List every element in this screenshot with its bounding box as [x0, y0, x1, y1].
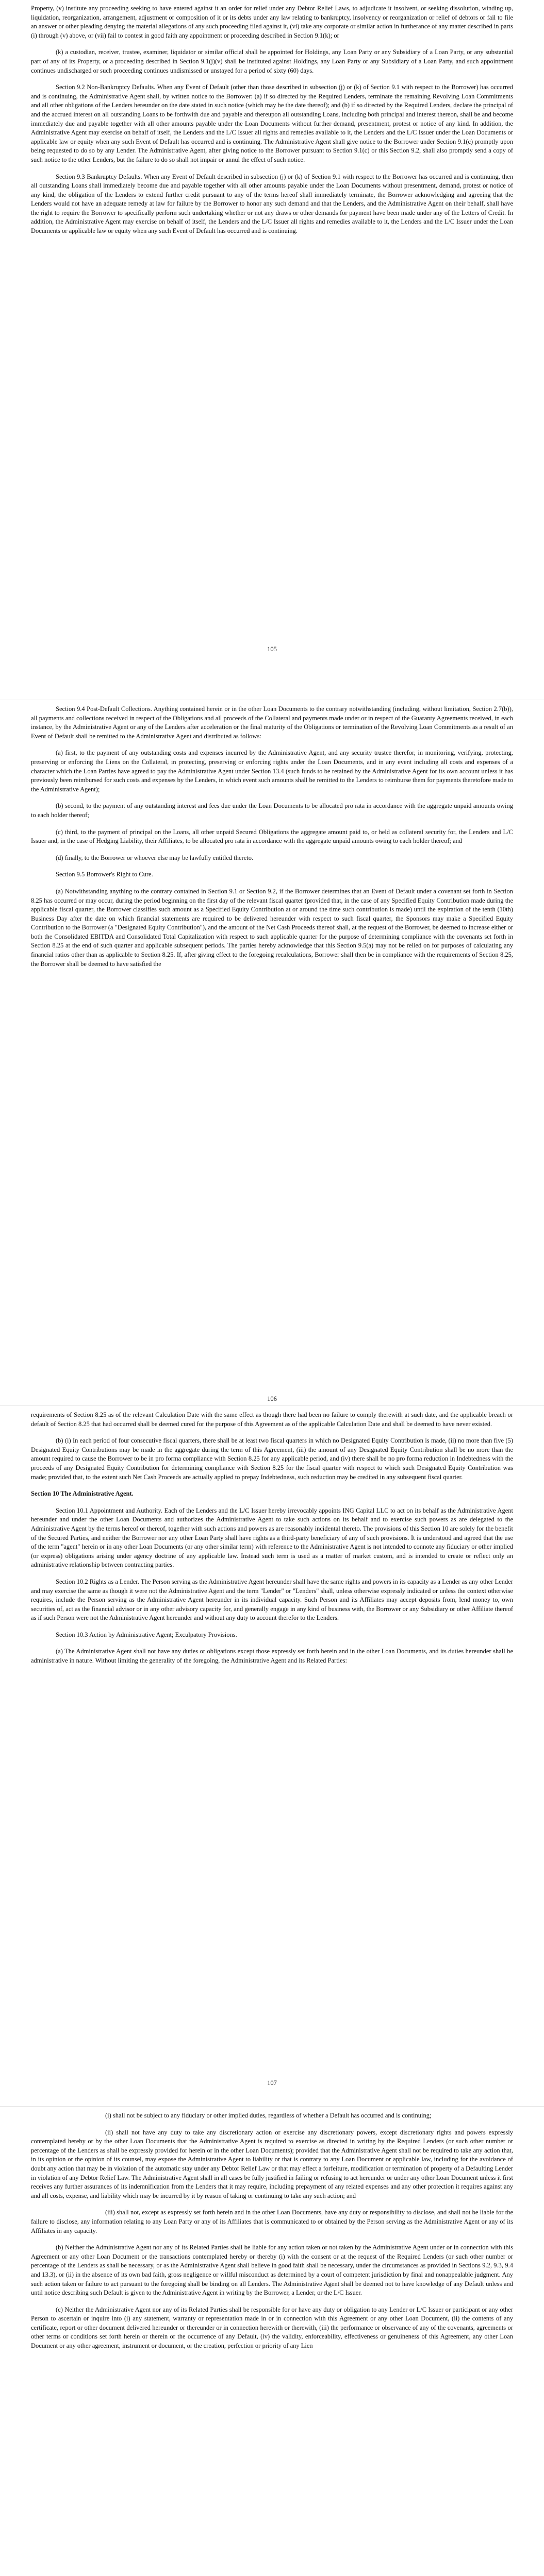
paragraph: (c) Neither the Administrative Agent nor any of its Related Parties shall be responsible for or have any duty or obligation to any Lender or L/C Issuer or participant or any other Person to ascertain or inquire into (i) any statement, warranty or representation made in or in connection with this Agreement or any other Loan Document, (ii) the contents of any certificate, report or other document delivered hereunder or thereunder or in connection herewith or therewith, (iii) the performance or observance of any of the covenants, agreements or other terms or conditions set forth herein or therein or the occurrence of any Default, (iv) the validity, enforceability, effectiveness or genuineness of this Agreement, any other Loan Document or any other agreement, instrument or document, or the creation, perfection or priority of any Lien	[31, 2306, 513, 2350]
paragraph: (b) second, to the payment of any outstanding interest and fees due under the Loan Documents to be allocated pro rata in accordance with the aggregate unpaid amounts owing to each holder thereof;	[31, 802, 513, 819]
page-number: 106	[267, 1395, 277, 1402]
paragraph: Section 9.4 Post-Default Collections. Anything contained herein or in the other Loan Documents to the contrary notwithstanding (including, without limitation, Section 2.7(b)), all payments and collections received in respect of the Obligations and all proceeds of the Collateral and payments made under or in respect of the Guaranty Agreements received, in each instance, by the Administrative Agent or any of the Lenders after acceleration or the final maturity of the Obligations or termination of the Revolving Loan Commitments as a result of an Event of Default shall be remitted to the Administrative Agent and distributed as follows:	[31, 705, 513, 740]
page-105	[0, 4, 544, 244]
page-107	[0, 1411, 544, 1673]
page-number: 107	[267, 2079, 277, 2087]
page-divider	[0, 1405, 544, 1406]
page-106	[0, 705, 544, 976]
page-108	[0, 2111, 544, 2359]
paragraph: Property, (v) institute any proceeding seeking to have entered against it an order for relief under any Debtor Relief Laws, to adjudicate it insolvent, or seeking dissolution, winding up, liquidation, reorganization, arrangement, adjustment or composition of it or its debts under any law relating to bankruptcy, insolvency or reorganization or relief of debtors or fail to file an answer or other pleading denying the material allegations of any such proceeding filed against it, (vi) take any corporate or similar action in furtherance of any matter described in parts (i) through (v) above, or (vii) fail to contest in good faith any appointment or proceeding described in Section 9.1(k); or	[31, 5, 513, 39]
paragraph: (b) Neither the Administrative Agent nor any of its Related Parties shall be liable for any action taken or not taken by the Administrative Agent under or in connection with this Agreement or any other Loan Document or the transactions contemplated hereby or thereby (i) with the consent or at the request of the Required Lenders (or such other number or percentage of the Lenders as shall be necessary, or as the Administrative Agent shall believe in good faith shall be necessary, under the circumstances as provided in Sections 9.2, 9.3, 9.4 and 13.3), or (ii) in the absence of its own bad faith, gross negligence or willful misconduct as determined by a court of competent jurisdiction by final and nonappealable judgment. Any such action taken or failure to act pursuant to the foregoing shall be binding on all Lenders. The Administrative Agent shall be deemed not to have knowledge of any Default unless and until notice describing such Default is given to the Administrative Agent in writing by the Borrower, a Lender, or the L/C Issuer.	[31, 2244, 513, 2297]
page-divider	[0, 2106, 544, 2107]
paragraph: (a) Notwithstanding anything to the contrary contained in Section 9.1 or Section 9.2, if the Borrower determines that an Event of Default under a covenant set forth in Section 8.25 has occurred or may occur, during the period beginning on the first day of the relevant fiscal quarter (provided that, in the case of any Specified Equity Contribution made during the applicable fiscal quarter, the Borrower classifies such amount as a Specified Equity Contribution at or around the time such contribution is made) until the expiration of the tenth (10th) Business Day after the date on which financial statements are required to be delivered hereunder with respect to such fiscal quarter, the Sponsors may make a Specified Equity Contribution to the Borrower (a "Designated Equity Contribution"), and the amount of the Net Cash Proceeds thereof shall, at the request of the Borrower, be deemed to increase either or both the Consolidated EBITDA and Consolidated Total Capitalization with respect to such applicable quarter for the purpose of determining compliance with the covenants set forth in Section 8.25 at the end of such quarter and applicable subsequent periods. The parties hereby acknowledge that this Section 9.5(a) may not be relied on for purposes of calculating any financial ratios other than as applicable to Section 8.25. If, after giving effect to the foregoing recalculations, Borrower shall then be in compliance with the requirements of Section 8.25, the Borrower shall be deemed to have satisfied the	[31, 887, 513, 968]
page-number: 105	[267, 646, 277, 653]
paragraph: (c) third, to the payment of principal on the Loans, all other unpaid Secured Obligations the aggregate amount paid to, or held as collateral security for, the Lenders and L/C Issuer and, in the case of Hedging Liability, their Affiliates, to be allocated pro rata in accordance with the aggregate unpaid amounts owing to each holder thereof; and	[31, 828, 513, 845]
section-title: Section 10 The Administrative Agent.	[31, 1490, 134, 1498]
section-heading: Section 9.5 Borrower's Right to Cure.	[56, 871, 153, 878]
paragraph: Section 9.3 Bankruptcy Defaults. When any Event of Default described in subsection (j) or (k) of Section 9.1 with respect to the Borrower has occurred and is continuing, then all outstanding Loans shall immediately become due and payable together with all other amounts payable under the Loan Documents without presentment, demand, protest or notice of any kind, the obligation of the Lenders to extend further credit pursuant to any of the terms hereof shall immediately terminate, the Borrower acknowledging and agreeing that the Lenders would not have an adequate remedy at law for failure by the Borrower to honor any such demand and that the Lenders, and the Administrative Agent on their behalf, shall have the right to require the Borrower to specifically perform such undertaking whether or not any draws or other demands for payment have been made under any of the Letters of Credit. In addition, the Administrative Agent may exercise on behalf of itself, the Lenders and the L/C Issuer all rights and remedies available to it, the Lenders and the L/C Issuer under the Loan Documents or applicable law or equity when any such Event of Default has occurred and is continuing.	[31, 173, 513, 235]
paragraph: Section 9.2 Non-Bankruptcy Defaults. When any Event of Default (other than those described in subsection (j) or (k) of Section 9.1 with respect to the Borrower) has occurred and is continuing, the Administrative Agent shall, by written notice to the Borrower: (a) if so directed by the Required Lenders, terminate the remaining Revolving Loan Commitments and all other obligations of the Lenders hereunder on the date stated in such notice (which may be the date thereof); and (b) if so directed by the Required Lenders, declare the principal of and the accrued interest on all outstanding Loans to be forthwith due and payable and thereupon all outstanding Loans, including both principal and interest thereon, shall be and become immediately due and payable together with all other amounts payable under the Loan Documents without further demand, presentment, protest or notice of any kind. In addition, the Administrative Agent may exercise on behalf of itself, the Lenders and the L/C Issuer all rights and remedies available to it, the Lenders and the L/C Issuer under the Loan Documents or applicable law or equity when any such Event of Default has occurred and is continuing. The Administrative Agent shall give notice to the Borrower under Section 9.1(c) promptly upon being requested to do so by any Lender. The Administrative Agent, after giving notice to the Borrower pursuant to Section 9.1(c) or this Section 9.2, shall also promptly send a copy of such notice to the other Lenders, but the failure to do so shall not impair or annul the effect of such notice.	[31, 83, 513, 163]
paragraph: (iii) shall not, except as expressly set forth herein and in the other Loan Documents, have any duty or responsibility to disclose, and shall not be liable for the failure to disclose, any information relating to any Loan Party or any of its Affiliates that is communicated to or obtained by the Person serving as the Administrative Agent or any of its Affiliates in any capacity.	[31, 2209, 513, 2234]
paragraph: (d) finally, to the Borrower or whoever else may be lawfully entitled thereto.	[56, 854, 254, 861]
paragraph: requirements of Section 8.25 as of the relevant Calculation Date with the same effect as though there had been no failure to comply therewith at such date, and the applicable breach or default of Section 8.25 that had occurred shall be deemed cured for the purpose of this Agreement as of the applicable Calculation Date and shall be deemed to have never existed.	[31, 1411, 513, 1428]
paragraph: (b) (i) In each period of four consecutive fiscal quarters, there shall be at least two fiscal quarters in which no Designated Equity Contribution is made, (ii) no more than five (5) Designated Equity Contributions may be made in the aggregate during the term of this Agreement, (iii) the amount of any Designated Equity Contribution shall be no more than the amount required to cause the Borrower to be in pro forma compliance with Section 8.25 for any applicable period, and (iv) there shall be no pro forma reduction in Indebtedness with the proceeds of any Designated Equity Contribution for determining compliance with Section 8.25 for the fiscal quarter with respect to which such Designated Equity Contribution was made; provided that, to the extent such Net Cash Proceeds are actually applied to prepay Indebtedness, such reduction may be credited in any subsequent fiscal quarter.	[31, 1437, 513, 1481]
paragraph: (a) The Administrative Agent shall not have any duties or obligations except those expressly set forth herein and in the other Loan Documents, and its duties hereunder shall be administrative in nature. Without limiting the generality of the foregoing, the Administrative Agent and its Related Parties:	[31, 1648, 513, 1665]
paragraph: (a) first, to the payment of any outstanding costs and expenses incurred by the Administrative Agent, and any security trustee therefor, in monitoring, verifying, protecting, preserving or enforcing the Liens on the Collateral, in protecting, preserving or enforcing rights under the Loan Documents, and in any event including all costs and expenses of a character which the Loan Parties have agreed to pay the Administrative Agent under Section 13.4 (such funds to be retained by the Administrative Agent for its own account unless it has previously been reimbursed for such costs and expenses by the Lenders, in which event such amounts shall be remitted to the Lenders to reimburse them for payments theretofore made to the Administrative Agent);	[31, 749, 513, 793]
paragraph: (i) shall not be subject to any fiduciary or other implied duties, regardless of whether a Default has occurred and is continuing;	[105, 2112, 432, 2119]
paragraph: Section 10.2 Rights as a Lender. The Person serving as the Administrative Agent hereunder shall have the same rights and powers in its capacity as a Lender as any other Lender and may exercise the same as though it were not the Administrative Agent and the term "Lender" or "Lenders" shall, unless otherwise expressly indicated or unless the context otherwise requires, include the Person serving as the Administrative Agent hereunder in its individual capacity. Such Person and its Affiliates may accept deposits from, lend money to, own securities of, act as the financial advisor or in any other advisory capacity for, and generally engage in any kind of business with, the Borrower or any Subsidiary or other Affiliate thereof as if such Person were not the Administrative Agent hereunder and without any duty to account therefor to the Lenders.	[31, 1578, 513, 1622]
paragraph: Section 10.1 Appointment and Authority. Each of the Lenders and the L/C Issuer hereby irrevocably appoints ING Capital LLC to act on its behalf as the Administrative Agent hereunder and under the other Loan Documents and authorizes the Administrative Agent to take such actions on its behalf and to exercise such powers as are delegated to the Administrative Agent by the terms hereof or thereof, together with such actions and powers as are reasonably incidental thereto. The provisions of this Section 10 are solely for the benefit of the Secured Parties, and neither the Borrower nor any other Loan Party shall have rights as a third-party beneficiary of any of such provisions. It is understood and agreed that the use of the term "agent" herein or in any other Loan Documents (or any other similar term) with reference to the Administrative Agent is not intended to connote any fiduciary or other implied (or express) obligations arising under agency doctrine of any applicable law. Instead such term is used as a matter of market custom, and is intended to create or reflect only an administrative relationship between contracting parties.	[31, 1506, 513, 1569]
paragraph: (k) a custodian, receiver, trustee, examiner, liquidator or similar official shall be appointed for Holdings, any Loan Party or any Subsidiary of a Loan Party, or any substantial part of any of its Property, or a proceeding described in Section 9.1(j)(v) shall be instituted against Holdings, any Loan Party or any Subsidiary of a Loan Party, and such appointment continues undischarged or such proceeding continues undismissed or unstayed for a period of sixty (60) days.	[31, 48, 513, 74]
section-heading: Section 10.3 Action by Administrative Agent; Exculpatory Provisions.	[56, 1631, 237, 1638]
paragraph: (ii) shall not have any duty to take any discretionary action or exercise any discretionary powers, except discretionary rights and powers expressly contemplated hereby or by the other Loan Documents that the Administrative Agent is required to exercise as directed in writing by the Required Lenders (or such other number or percentage of the Lenders as shall be expressly provided for herein or in the other Loan Documents); provided that the Administrative Agent shall not be required to take any action that, in its opinion or the opinion of its counsel, may expose the Administrative Agent to liability or that is contrary to any Loan Document or applicable law, including for the avoidance of doubt any action that may be in violation of the automatic stay under any Debtor Relief Law or that may effect a forfeiture, modification or termination of property of a Defaulting Lender in violation of any Debtor Relief Law. The Administrative Agent shall in all cases be fully justified in failing or refusing to act hereunder or under any other Loan Document unless it first receives any further assurances of its indemnification from the Lenders that it may require, including prepayment of any related expenses and any other protection it requires against any and all costs, expense, and liability which may be incurred by it by reason of taking or continuing to take any such action; and	[31, 2128, 513, 2199]
